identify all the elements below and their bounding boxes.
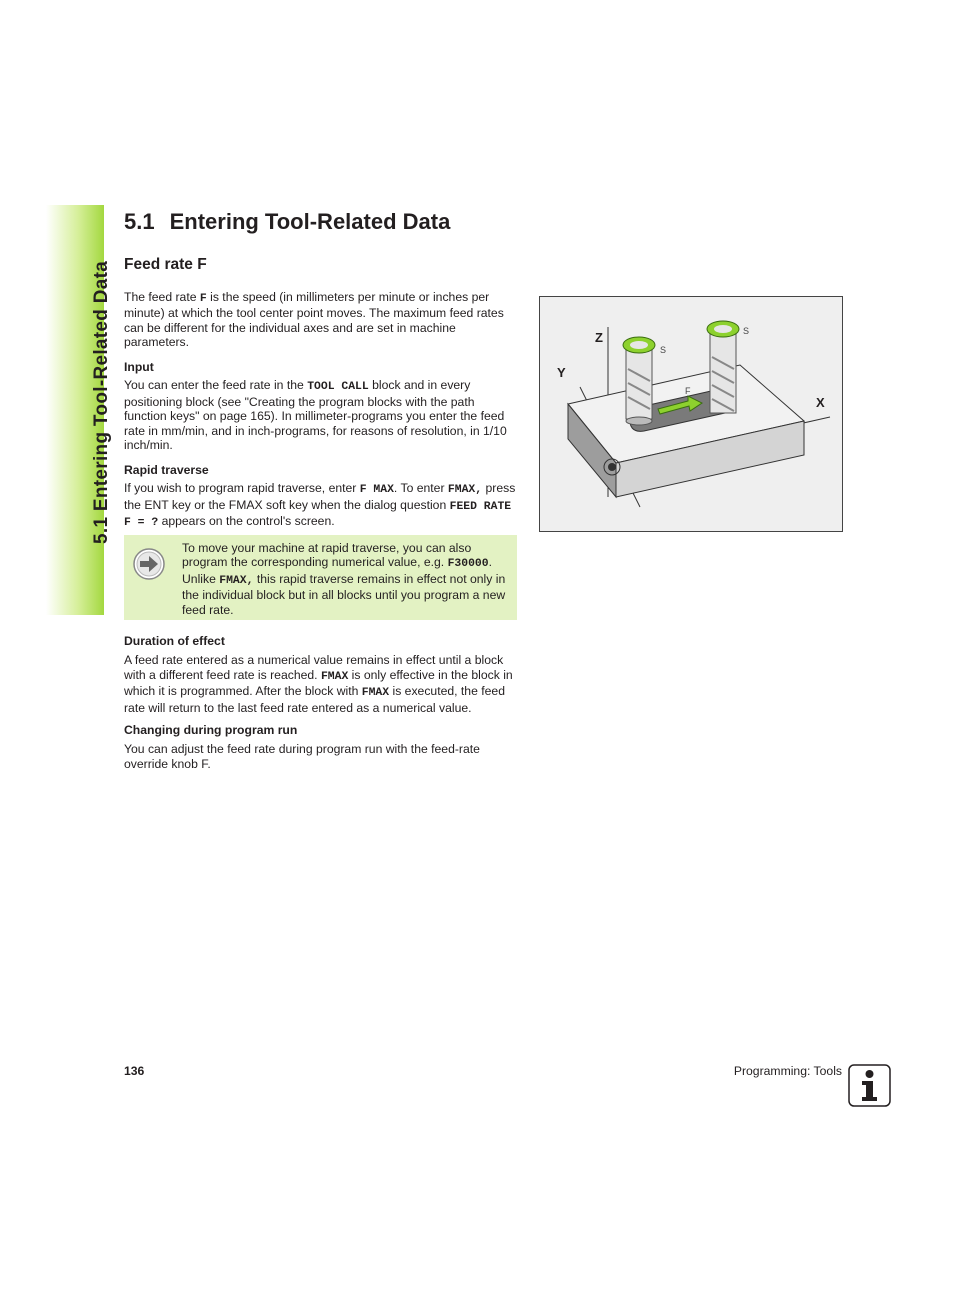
footer-chapter-title: Programming: Tools xyxy=(733,1064,842,1078)
note-text: To move your machine at rapid traverse, you can also program the corresponding numerical value, e.g. F30000. Unlike FMAX, this rapid traverse remains in effect not only in the individual block but in all blocks until you program a new feed rate. xyxy=(182,541,506,617)
x-axis-label: X xyxy=(816,395,825,410)
rapid-section xyxy=(124,463,520,531)
code-f30000: F30000 xyxy=(447,558,489,571)
section-title-text: Entering Tool-Related Data xyxy=(169,209,451,234)
code-f: F xyxy=(199,293,207,305)
spindle-label-1: S xyxy=(660,345,667,355)
z-axis-label: Z xyxy=(595,330,603,345)
code-feed-rate-question: FEED RATE F = ? xyxy=(124,500,512,530)
changing-section xyxy=(124,723,520,771)
chapter-side-title: 5.1 Entering Tool-Related Data xyxy=(91,260,112,544)
code-f-max: F MAX xyxy=(359,484,394,497)
input-heading: Input xyxy=(124,360,154,374)
page-number: 136 xyxy=(124,1064,145,1078)
feed-label: F xyxy=(685,386,691,396)
intro-paragraph: The feed rate F is the speed (in millimeters per minute or inches per minute) at which the tool center point moves. The maximum feed rates can be different for the individual axes and are set in machine parameters. xyxy=(124,290,504,350)
origin-dot xyxy=(608,463,616,471)
code-fmax: FMAX, xyxy=(447,484,483,497)
milling-diagram xyxy=(540,297,842,531)
duration-section xyxy=(124,634,520,715)
code-fmax-note: FMAX, xyxy=(219,574,254,587)
feed-rate-figure xyxy=(539,296,843,532)
input-section xyxy=(124,360,520,452)
subsection-title: Feed rate F xyxy=(124,256,207,273)
rapid-text: If you wish to program rapid traverse, enter F MAX. To enter FMAX, press the ENT key or the FMAX soft key when the dialog question FEED RATE F = ? appears on the control's screen. xyxy=(124,481,516,530)
code-fmax-2: FMAX xyxy=(361,687,390,700)
changing-text: You can adjust the feed rate during program run with the feed-rate override knob F. xyxy=(124,742,480,771)
arrow-right-icon xyxy=(133,548,165,580)
spindle-label-2: S xyxy=(743,326,750,336)
code-fmax-1: FMAX xyxy=(320,670,349,683)
duration-heading: Duration of effect xyxy=(124,634,225,648)
input-text: You can enter the feed rate in the TOOL CALL block and in every positioning block (see "Creating the program blocks with the path function keys" on page 165). In millimeter-programs you enter the feed rate in mm/min, and in inch-programs, for reasons of resolution, in 1/10 inch/min. xyxy=(124,378,507,453)
info-icon xyxy=(848,1064,891,1107)
changing-heading: Changing during program run xyxy=(124,723,298,737)
rapid-heading: Rapid traverse xyxy=(124,463,209,477)
y-axis-label: Y xyxy=(557,365,566,380)
section-number: 5.1 xyxy=(124,209,155,234)
duration-text: A feed rate entered as a numerical value remains in effect until a block with a different feed rate is reached. FMAX is only effective in the block in which it is programmed. After the block with FMAX is executed, the feed rate will return to the last feed rate entered as a numerical value. xyxy=(124,653,513,715)
code-tool-call: TOOL CALL xyxy=(307,381,369,394)
note-box xyxy=(124,535,517,620)
section-title xyxy=(124,209,450,235)
